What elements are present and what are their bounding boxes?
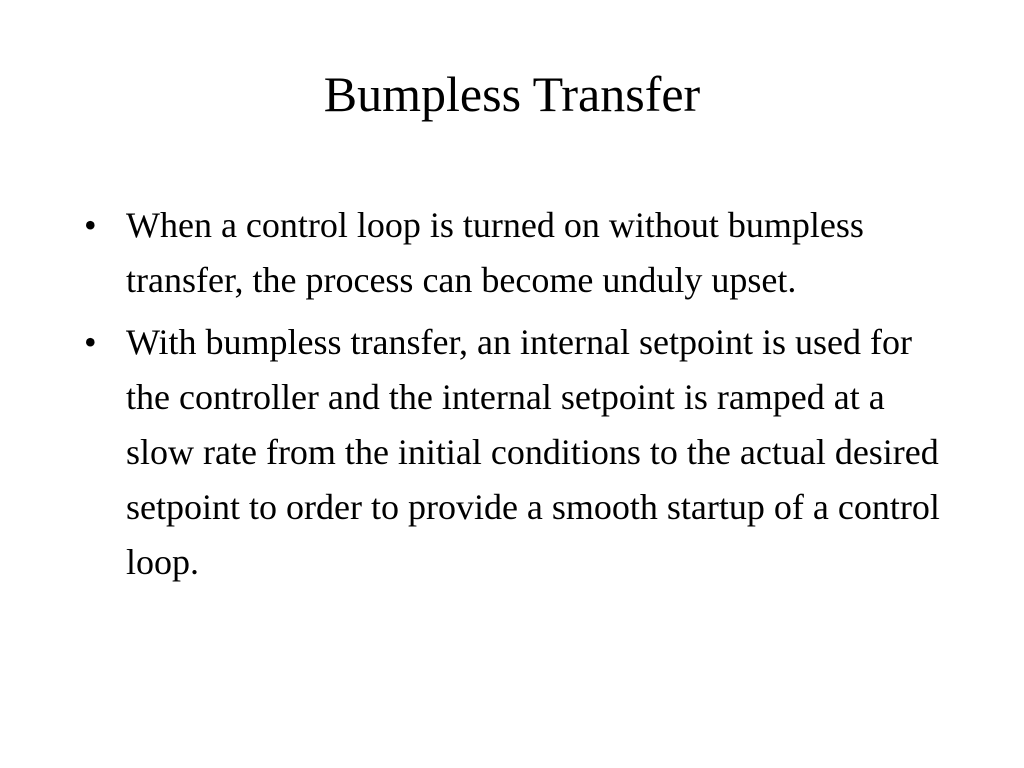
bullet-text-2: With bumpless transfer, an internal setpoint is used for the controller and the internal setpoint is ramped at a slow rate from the initial conditions to the actual desired setpoint to order to provide a smooth startup of a control loop. bbox=[126, 322, 940, 582]
bullet-item-1 bbox=[84, 198, 954, 308]
bullet-marker-icon: • bbox=[84, 322, 97, 362]
slide-title: Bumpless Transfer bbox=[323, 66, 701, 122]
bullet-text-1: When a control loop is turned on without bumpless transfer, the process can become unduly upset. bbox=[126, 205, 864, 300]
bullet-item-2 bbox=[84, 315, 954, 590]
bullet-list bbox=[84, 198, 954, 597]
bullet-marker-icon: • bbox=[84, 205, 97, 245]
